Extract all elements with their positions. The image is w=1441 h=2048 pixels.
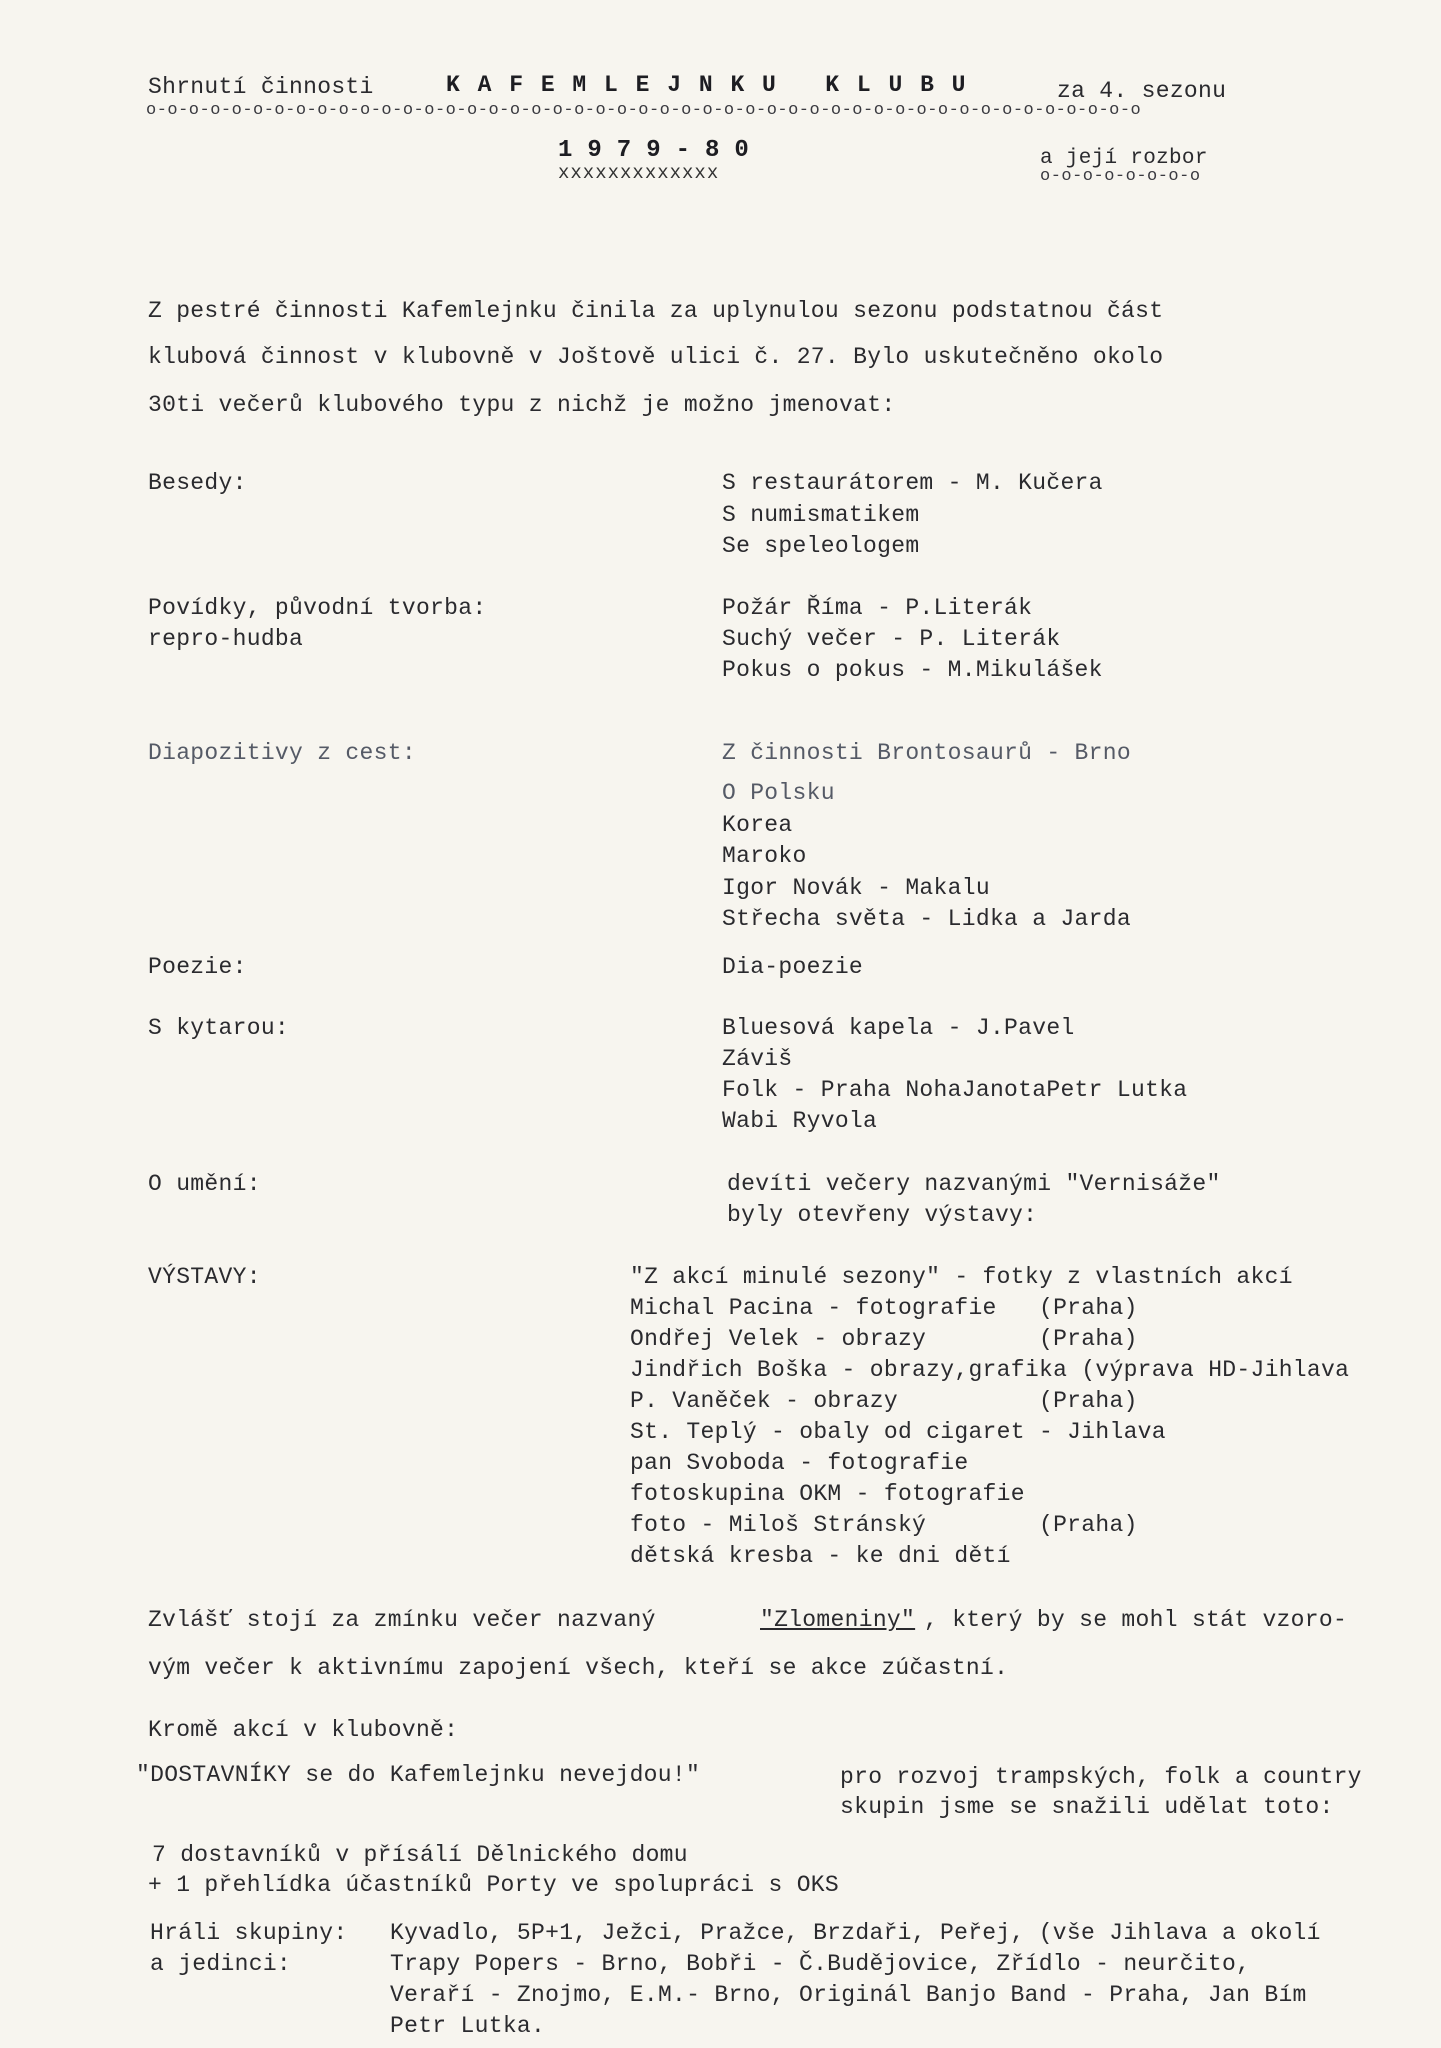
diapozitivy-item: Maroko <box>722 843 807 869</box>
header-deco-line: o-o-o-o-o-o-o-o-o-o-o-o-o-o-o-o-o-o-o-o-o-o-o-o-o-o-o-o-o-o-o-o-o-o-o-o-o-o-o-o-o-o-o-o-o-o-o <box>146 101 1142 120</box>
groups-label: Hráli skupiny: <box>150 1920 348 1946</box>
section-label-povidky: Povídky, původní tvorba: <box>148 595 487 621</box>
vystava-item: fotoskupina OKM - fotografie <box>630 1481 1025 1507</box>
section-label-diapozitivy: Diapozitivy z cest: <box>148 740 416 766</box>
header-prefix: Shrnutí činnosti <box>148 74 374 100</box>
vystava-item: "Z akcí minulé sezony" - fotky z vlastních akcí <box>630 1264 1293 1290</box>
groups-line-4: Petr Lutka. <box>390 2013 546 2039</box>
vystava-item: Ondřej Velek - obrazy (Praha) <box>630 1326 1138 1352</box>
diapozitivy-item: O Polsku <box>722 780 835 806</box>
groups-line-1: Kyvadlo, 5P+1, Ježci, Pražce, Brzdaři, Peřej, (vše Jihlava a okolí <box>390 1920 1321 1946</box>
diapozitivy-item: Korea <box>722 812 793 838</box>
outside-heading: Kromě akcí v klubovně: <box>148 1717 459 1743</box>
intro-line-3: 30ti večerů klubového typu z nichž je možno jmenovat: <box>148 392 896 418</box>
header-years: 1 9 7 9 - 8 0 <box>558 137 750 164</box>
header-analysis-deco: o-o-o-o-o-o-o-o <box>1040 167 1201 186</box>
umeni-item: devíti večery nazvanými "Vernisáže" <box>727 1171 1221 1197</box>
intro-line-2: klubová činnost v klubovně v Joštově ulici č. 27. Bylo uskutečněno okolo <box>148 344 1164 370</box>
section-label-umeni: O umění: <box>148 1171 261 1197</box>
intro-line-1: Z pestré činnosti Kafemlejnku činila za uplynulou sezonu podstatnou část <box>148 298 1164 324</box>
section-label-repro: repro-hudba <box>148 626 304 652</box>
outside-event-1: 7 dostavníků v přísálí Dělnického domu <box>152 1842 688 1868</box>
poezie-item: Dia-poezie <box>722 954 864 980</box>
diapozitivy-item: Z činnosti Brontosaurů - Brno <box>722 740 1131 766</box>
vystava-item: St. Teplý - obaly od cigaret - Jihlava <box>630 1419 1166 1445</box>
header-years-strike: xxxxxxxxxxxxx <box>558 162 720 184</box>
section-label-kytara: S kytarou: <box>148 1015 290 1041</box>
header-analysis: a její rozbor <box>1040 147 1208 170</box>
section-label-vystavy: VÝSTAVY: <box>148 1264 261 1290</box>
kytara-item: Wabi Ryvola <box>722 1108 878 1134</box>
groups-line-3: Veraří - Znojmo, E.M.- Brno, Originál Banjo Band - Praha, Jan Bím <box>390 1982 1307 2008</box>
besedy-item: S numismatikem <box>722 502 920 528</box>
vystava-item: pan Svoboda - fotografie <box>630 1450 969 1476</box>
zlomeniny-line-2: vým večer k aktivnímu zapojení všech, kteří se akce zúčastní. <box>148 1655 1009 1681</box>
zlomeniny-text-c: , který by se mohl stát vzoro- <box>924 1607 1348 1633</box>
vystava-item: Michal Pacina - fotografie (Praha) <box>630 1295 1138 1321</box>
vystava-item: P. Vaněček - obrazy (Praha) <box>630 1388 1138 1414</box>
section-label-besedy: Besedy: <box>148 470 247 496</box>
zlomeniny-title: "Zlomeniny" <box>760 1607 916 1633</box>
outside-purpose-2: skupin jsme se snažili udělat toto: <box>840 1794 1334 1820</box>
vystava-item: dětská kresba - ke dni dětí <box>630 1543 1011 1569</box>
outside-event-2: + 1 přehlídka účastníků Porty ve spolupráci s OKS <box>148 1872 840 1898</box>
individuals-label: a jedinci: <box>150 1951 292 1977</box>
besedy-item: S restaurátorem - M. Kučera <box>722 470 1103 496</box>
diapozitivy-item: Igor Novák - Makalu <box>722 875 990 901</box>
povidky-item: Suchý večer - P. Literák <box>722 626 1061 652</box>
umeni-item: byly otevřeny výstavy: <box>727 1202 1038 1228</box>
vystava-item: Jindřich Boška - obrazy,grafika (výprava HD-Jihlava <box>630 1357 1350 1383</box>
header-club-name: K A F E M L E J N K U K L U B U <box>446 72 968 98</box>
zlomeniny-text-a: Zvlášť stojí za zmínku večer nazvaný <box>148 1607 656 1633</box>
kytara-item: Záviš <box>722 1046 793 1072</box>
outside-purpose-1: pro rozvoj trampských, folk a country <box>840 1764 1362 1790</box>
kytara-item: Folk - Praha NohaJanotaPetr Lutka <box>722 1077 1188 1103</box>
povidky-item: Pokus o pokus - M.Mikulášek <box>722 657 1103 683</box>
header-season: za 4. sezonu <box>1057 78 1227 104</box>
vystava-item: foto - Miloš Stránský (Praha) <box>630 1512 1138 1538</box>
besedy-item: Se speleologem <box>722 533 920 559</box>
povidky-item: Požár Říma - P.Literák <box>722 595 1033 621</box>
section-label-poezie: Poezie: <box>148 954 247 980</box>
kytara-item: Bluesová kapela - J.Pavel <box>722 1015 1075 1041</box>
groups-line-2: Trapy Popers - Brno, Bobři - Č.Budějovice, Zřídlo - neurčito, <box>390 1951 1251 1977</box>
diapozitivy-item: Střecha světa - Lidka a Jarda <box>722 906 1131 932</box>
outside-slogan: "DOSTAVNÍKY se do Kafemlejnku nevejdou!" <box>136 1762 701 1788</box>
